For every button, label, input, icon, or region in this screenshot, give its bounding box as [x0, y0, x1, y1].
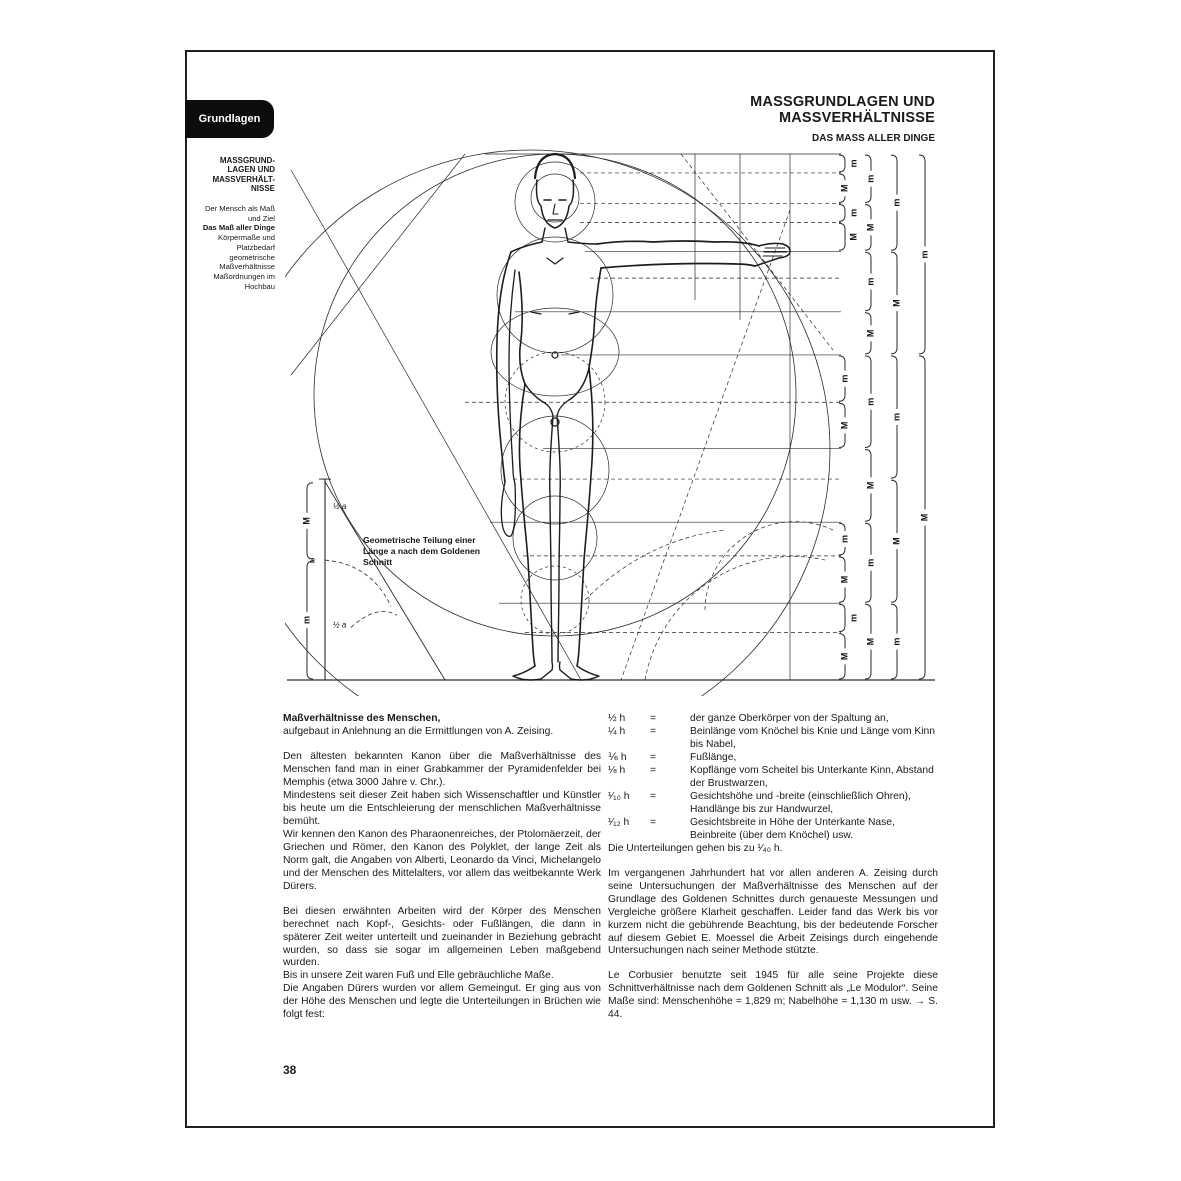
diagram-caption: Geometrische Teilung einer Länge a nach dem Goldenen Schnitt	[363, 535, 480, 568]
sidebar-heading-line: MASSGRUND-	[219, 156, 275, 165]
svg-text:M: M	[848, 233, 859, 241]
svg-text:M: M	[839, 575, 850, 584]
fraction-desc: der ganze Oberkörper von der Spaltung an,	[690, 713, 889, 724]
fraction-frac: ⅙ h	[608, 751, 627, 763]
svg-text:m: m	[891, 412, 902, 422]
fraction-eq: =	[650, 764, 657, 776]
paragraph: Bis in unsere Zeit waren Fuß und Elle gebräuchliche Maße.	[283, 970, 554, 982]
paragraph: Wir kennen den Kanon des Pharaonenreiches, der Ptolomäerzeit, der Griechen und Römer, den Kanon des Polyklet, der lange Zeit als Norm galt, die Angaben von Alberti, Leonardo da Vinci, Michelangelo und der Menschen des Mittelalters, vor allem das weitbekannte Werk Dürers.	[283, 828, 601, 892]
paragraph: Mindestens seit dieser Zeit haben sich Wissenschaftler und Künstler bis heute um die Entschleierung der menschlichen Maßverhältnisse bemüht.	[283, 789, 601, 827]
fraction-frac: ¹⁄₁₀ h	[608, 790, 630, 802]
fraction-eq: =	[650, 713, 657, 724]
page-title-line2: MASSVERHÄLTNISSE	[778, 110, 935, 127]
subdivision-note: Die Unterteilungen gehen bis zu ¹⁄₄₀ h.	[608, 842, 783, 854]
golden-section-figure	[285, 140, 942, 696]
paragraph: Le Corbusier benutzte seit 1945 für alle seine Projekte diese Schnittverhältnisse nach dem Goldenen Schnitt als „Le Modulor“. Seine Maße sind: Menschenhöhe = 1,829 m; Nabelhöhe = 1,130 m usw. → S. 44.	[608, 970, 938, 1021]
svg-text:M: M	[919, 513, 930, 522]
svg-text:M: M	[865, 481, 876, 490]
paragraph: Die Angaben Dürers wurden vor allem Gemeingut. Er ging aus von der Höhe des Menschen und legte die Unterteilungen in Brüchen wie folgt fest:	[283, 983, 601, 1021]
fraction-desc: Gesichtshöhe und -breite (einschließlich Ohren), Handlänge bis zur Handwurzel,	[690, 790, 911, 815]
fraction-row	[608, 726, 938, 752]
book-page	[185, 50, 995, 1128]
paragraph: aufgebaut in Anlehnung an die Ermittlungen von A. Zeising.	[283, 725, 554, 737]
svg-text:M: M	[865, 329, 876, 338]
fraction-frac: ¼ h	[608, 725, 626, 737]
svg-text:M: M	[891, 537, 902, 545]
paragraph: Im vergangenen Jahrhundert hat vor allen anderen A. Zeising durch seine Untersuchungen der Maßverhältnisse des Menschen auf der Grundlage des Goldenen Schnittes durch genaueste Messungen und Vergleiche größere Klarheit geschaffen. Leider fand das Werk bis vor kurzem nicht die gebührende Beachtung, bis der bedeutende Forscher auf diesem Gebiet E. Moessel die Arbeit Zeisings durch eingehende Untersuchungen nach seiner Methode stützte.	[608, 867, 938, 957]
paragraph: Bei diesen erwähnten Arbeiten wird der Körper des Menschen berechnet nach Kopf-, Gesichts- oder Fußlängen, die dann in späterer Zeit weiter unterteilt und zueinander in Beziehung gebracht wurden, so dass sie sogar im allgemeinen Leben maßgebend wurden.	[283, 905, 601, 969]
fraction-row	[608, 713, 938, 726]
svg-text:m: m	[865, 558, 876, 567]
svg-text:a: a	[309, 555, 315, 566]
fraction-eq: =	[650, 816, 657, 828]
svg-text:m: m	[891, 637, 902, 646]
svg-text:M: M	[839, 652, 850, 661]
svg-text:M: M	[839, 184, 850, 192]
page-header	[750, 94, 935, 144]
fraction-desc: Kopflänge vom Scheitel bis Unterkante Kinn, Abstand der Brustwarzen,	[690, 764, 934, 789]
svg-text:m: m	[865, 174, 876, 183]
fraction-desc: Beinlänge vom Knöchel bis Knie und Länge vom Kinn bis Nabel,	[690, 725, 935, 750]
fraction-row	[608, 752, 938, 765]
fraction-eq: =	[650, 751, 657, 763]
svg-text:½ a: ½ a	[333, 620, 347, 630]
fraction-frac: ¹⁄₁₂ h	[608, 816, 630, 828]
article-right-column	[608, 713, 938, 1022]
svg-text:M: M	[301, 517, 312, 525]
paragraph: Maßverhältnisse des Menschen,	[283, 713, 441, 724]
page-title-line1: MASSGRUNDLAGEN UND	[750, 94, 935, 110]
svg-text:m: m	[865, 277, 876, 286]
svg-text:m: m	[919, 250, 930, 259]
svg-text:m: m	[839, 374, 850, 383]
article-left-column	[283, 713, 601, 1022]
svg-text:m: m	[891, 198, 902, 207]
fraction-row	[608, 765, 938, 791]
svg-text:M: M	[839, 421, 850, 430]
sidebar-toc	[193, 204, 275, 291]
page-number: 38	[283, 1063, 297, 1077]
sidebar-toc-entry: geometrische Maßverhältnisse	[219, 252, 275, 272]
proportion-diagram	[285, 140, 942, 696]
fraction-eq: =	[650, 725, 657, 737]
tab-grundlagen[interactable]	[185, 100, 274, 138]
svg-text:M: M	[865, 223, 876, 232]
paragraph: Den ältesten bekannten Kanon über die Maßverhältnisse des Menschen fand man in einer Grabkammer der Pyramidenfelder bei Memphis (etwa 3000 Jahre v. Chr.).	[283, 750, 601, 788]
fraction-row	[608, 817, 938, 843]
fraction-desc: Fußlänge,	[690, 751, 737, 763]
fraction-eq: =	[650, 790, 657, 802]
page-subtitle: DAS MASS ALLER DINGE	[812, 133, 935, 145]
fraction-row	[608, 791, 938, 817]
fraction-frac: ⅛ h	[608, 764, 626, 776]
sidebar-heading-line: NISSE	[250, 184, 275, 194]
svg-text:m: m	[301, 616, 312, 625]
sidebar-toc-entry: Körpermaße und Platzbedarf	[218, 233, 275, 252]
sidebar-toc-entry: Das Maß aller Dinge	[202, 223, 275, 233]
sidebar-heading-line: LAGEN UND	[227, 165, 275, 175]
svg-text:m: m	[839, 535, 850, 544]
fraction-frac: ½ h	[608, 713, 626, 724]
svg-text:m: m	[848, 159, 859, 168]
tab-label: Grundlagen	[198, 113, 261, 125]
fraction-desc: Gesichtsbreite in Höhe der Unterkante Nase, Beinbreite (über dem Knöchel) usw.	[690, 816, 895, 841]
svg-text:m: m	[848, 208, 859, 217]
svg-text:M: M	[891, 299, 902, 307]
svg-text:m: m	[865, 397, 876, 406]
sidebar-toc-entry: Der Mensch als Maß und Ziel	[204, 204, 275, 223]
svg-text:½ a: ½ a	[333, 502, 347, 512]
svg-text:M: M	[865, 637, 876, 646]
sidebar-heading-line: MASSVERHÄLT-	[212, 174, 275, 184]
sidebar-heading	[201, 156, 275, 194]
svg-text:m: m	[848, 613, 859, 622]
sidebar-toc-entry: Maßordnungen im Hochbau	[213, 272, 275, 291]
